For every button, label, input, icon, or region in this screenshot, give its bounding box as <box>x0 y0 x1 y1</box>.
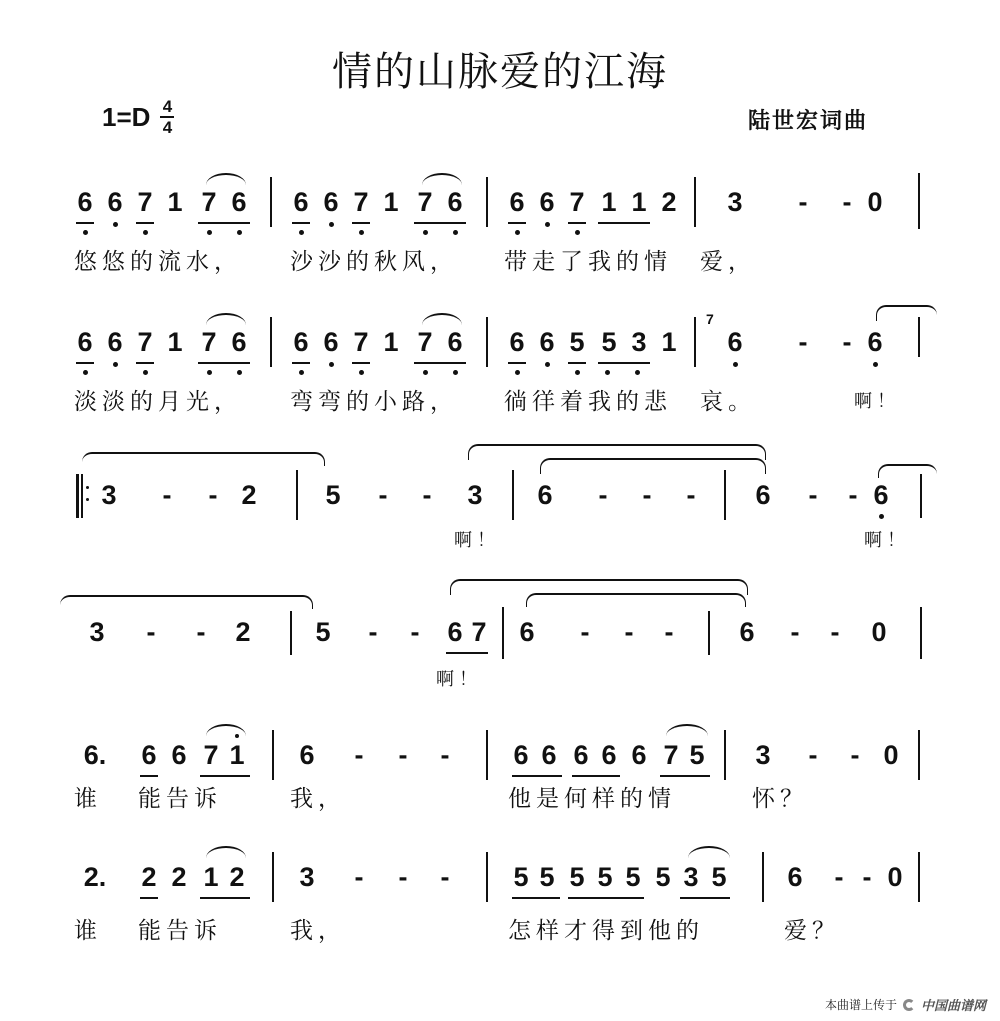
score-line-3 <box>72 478 932 558</box>
note: 2 <box>229 862 245 892</box>
note: 5 <box>315 617 331 647</box>
note: 6 <box>509 187 525 217</box>
note: - <box>686 480 696 510</box>
note: - <box>196 617 206 647</box>
note: 5 <box>513 862 529 892</box>
note: - <box>398 740 408 770</box>
note: 6. <box>83 740 107 770</box>
note: 7 <box>569 187 585 217</box>
note: 7 <box>201 187 217 217</box>
note: 7 <box>353 187 369 217</box>
note: 1 <box>383 187 399 217</box>
song-title: 情的山脉爱的江海 <box>332 49 668 95</box>
note: 3 <box>683 862 699 892</box>
note: 6 <box>539 187 555 217</box>
note: 7 <box>417 187 433 217</box>
note: - <box>642 480 652 510</box>
note: - <box>410 617 420 647</box>
note: 7 <box>471 617 487 647</box>
note: 0 <box>871 617 887 647</box>
note: 2 <box>141 862 157 892</box>
note: 0 <box>883 740 899 770</box>
composer-credit: 陆世宏词曲 <box>748 109 869 134</box>
note: 3 <box>299 862 315 892</box>
note: 2 <box>171 862 187 892</box>
note: 7 <box>417 327 433 357</box>
note: 6 <box>447 187 463 217</box>
note: 7 <box>201 327 217 357</box>
note: - <box>598 480 608 510</box>
note: 6 <box>107 327 123 357</box>
note: 6 <box>231 187 247 217</box>
note: 5 <box>711 862 727 892</box>
note: 6 <box>873 480 889 510</box>
note: 6 <box>867 327 883 357</box>
site-name[interactable]: 中国曲谱网 <box>920 999 986 1014</box>
upload-credit <box>825 995 986 1014</box>
note: 6 <box>539 327 555 357</box>
lyric: 我， <box>290 786 346 812</box>
note: 1 <box>631 187 647 217</box>
lyric: 悠悠的流水， <box>74 249 242 275</box>
footer-text: 本曲谱上传于 <box>824 998 897 1012</box>
lyric: 啊！ <box>436 669 482 690</box>
note: 6 <box>509 327 525 357</box>
note: - <box>848 480 858 510</box>
lyric: 怀？ <box>752 786 808 812</box>
note: - <box>146 617 156 647</box>
note: 2 <box>661 187 677 217</box>
note: - <box>842 327 852 357</box>
note: - <box>580 617 590 647</box>
note: 6 <box>537 480 553 510</box>
lyric: 徜徉着我的悲 哀。 <box>504 389 756 415</box>
note: 0 <box>867 187 883 217</box>
note: 6 <box>541 740 557 770</box>
note: - <box>842 187 852 217</box>
note: 7 <box>353 327 369 357</box>
note: 6 <box>601 740 617 770</box>
note: - <box>354 862 364 892</box>
lyric: 爱？ <box>784 918 840 944</box>
note: 5 <box>625 862 641 892</box>
note: 6 <box>739 617 755 647</box>
lyric: 啊！ <box>864 530 910 551</box>
note: 1 <box>167 327 183 357</box>
note: 5 <box>689 740 705 770</box>
note: - <box>808 480 818 510</box>
note: 7 <box>137 187 153 217</box>
note: 6 <box>77 327 93 357</box>
note: 5 <box>597 862 613 892</box>
note: 3 <box>727 187 743 217</box>
grace-note: 7 <box>706 311 714 327</box>
note: - <box>850 740 860 770</box>
lyric: 谁 <box>74 918 102 944</box>
note: 5 <box>655 862 671 892</box>
lyric: 啊！ <box>854 391 900 412</box>
score-line-1 <box>72 185 932 275</box>
note: - <box>398 862 408 892</box>
note: 3 <box>89 617 105 647</box>
note: 1 <box>167 187 183 217</box>
lyric: 沙沙的秋风， <box>290 249 458 275</box>
note: - <box>798 187 808 217</box>
note: 2 <box>235 617 251 647</box>
note: 2. <box>83 862 107 892</box>
note: 6 <box>519 617 535 647</box>
key-signature <box>102 98 174 136</box>
note: 3 <box>631 327 647 357</box>
note: - <box>664 617 674 647</box>
lyric: 能告诉 <box>138 786 222 812</box>
note: 6 <box>231 327 247 357</box>
lyric: 能告诉 <box>138 918 222 944</box>
note: 7 <box>663 740 679 770</box>
note: 6 <box>447 617 463 647</box>
note: - <box>440 740 450 770</box>
note: 1 <box>229 740 245 770</box>
note: 6 <box>573 740 589 770</box>
note: 6 <box>323 327 339 357</box>
note: 6 <box>755 480 771 510</box>
note: 6 <box>323 187 339 217</box>
note: 5 <box>539 862 555 892</box>
lyric: 啊！ <box>454 530 500 551</box>
key-label: 1=D <box>102 101 151 132</box>
lyric: 他是何样的情 <box>508 786 676 812</box>
lyric: 谁 <box>74 786 102 812</box>
note: - <box>354 740 364 770</box>
note: - <box>862 862 872 892</box>
score-line-5 <box>72 738 932 818</box>
note: - <box>378 480 388 510</box>
note: 3 <box>467 480 483 510</box>
note: - <box>790 617 800 647</box>
note: 5 <box>569 327 585 357</box>
note: 5 <box>569 862 585 892</box>
note: 5 <box>325 480 341 510</box>
score-line-6 <box>72 860 932 944</box>
note: 1 <box>661 327 677 357</box>
note: 6 <box>299 740 315 770</box>
note: - <box>798 327 808 357</box>
note: - <box>208 480 218 510</box>
lyric: 弯弯的小路， <box>290 389 458 415</box>
note: - <box>830 617 840 647</box>
lyric: 我， <box>290 918 346 944</box>
note: 6 <box>727 327 743 357</box>
note: 1 <box>203 862 219 892</box>
note: 0 <box>887 862 903 892</box>
note: 2 <box>241 480 257 510</box>
lyric: 带走了我的情 爱， <box>504 249 756 275</box>
note: 6 <box>141 740 157 770</box>
note: 6 <box>787 862 803 892</box>
note: 7 <box>137 327 153 357</box>
note: 3 <box>755 740 771 770</box>
score-line-4 <box>72 615 932 695</box>
note: 6 <box>631 740 647 770</box>
site-logo-icon <box>903 999 915 1011</box>
lyric: 淡淡的月光， <box>74 389 242 415</box>
note: 6 <box>107 187 123 217</box>
note: 6 <box>77 187 93 217</box>
note: 5 <box>601 327 617 357</box>
note: 1 <box>601 187 617 217</box>
note: - <box>834 862 844 892</box>
note: 6 <box>171 740 187 770</box>
note: - <box>422 480 432 510</box>
lyric: 怎样才得到他的 <box>508 918 704 944</box>
note: - <box>624 617 634 647</box>
note: - <box>440 862 450 892</box>
note: - <box>368 617 378 647</box>
note: 6 <box>447 327 463 357</box>
time-signature: $\frac{4}{4}$ <box>160 98 174 136</box>
note: 6 <box>293 327 309 357</box>
note: 6 <box>513 740 529 770</box>
note: - <box>162 480 172 510</box>
score-line-2 <box>72 311 932 415</box>
note: 3 <box>101 480 117 510</box>
note: - <box>808 740 818 770</box>
note: 1 <box>383 327 399 357</box>
note: 7 <box>203 740 219 770</box>
note: 6 <box>293 187 309 217</box>
